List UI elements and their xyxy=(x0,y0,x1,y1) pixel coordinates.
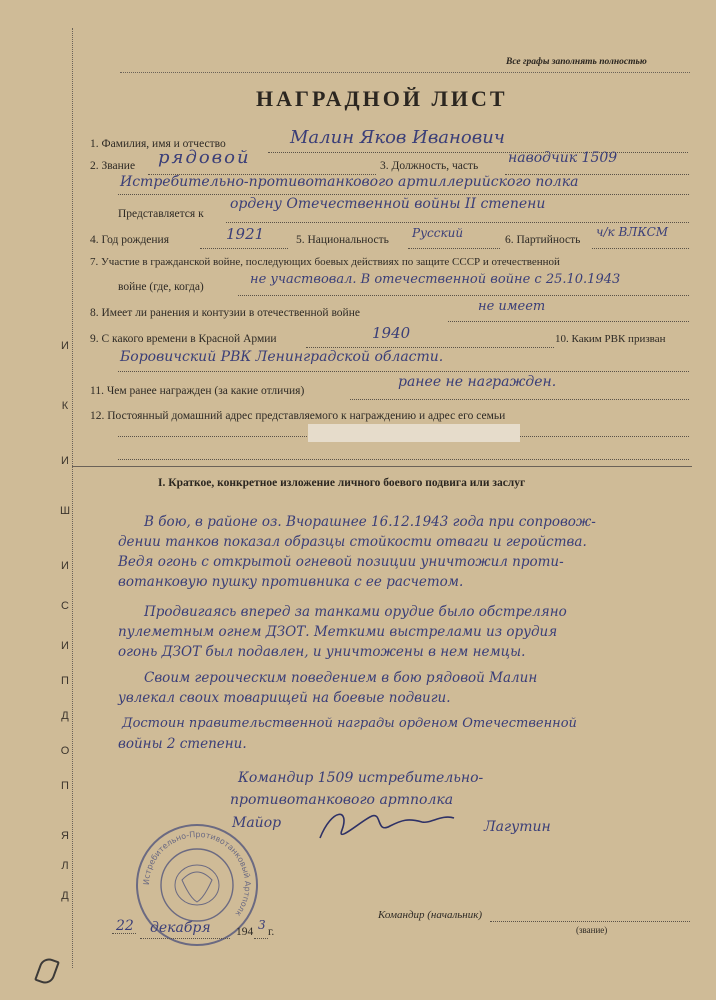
narrative-line: Своим героическим поведением в бою рядовой Малин xyxy=(144,670,538,686)
field-8-label: 8. Имеет ли ранения и контузии в отечественной войне xyxy=(90,307,360,319)
field-7-label-2: войне (где, когда) xyxy=(118,281,204,293)
field-5-line xyxy=(408,248,500,249)
field-9-line xyxy=(306,347,554,348)
field-12-line-2 xyxy=(118,459,689,460)
field-4-label: 4. Год рождения xyxy=(90,234,169,246)
field-6-line xyxy=(592,248,689,249)
field-11-label: 11. Чем ранее награжден (за какие отличия) xyxy=(90,385,305,397)
field-8-value: не имеет xyxy=(478,299,546,314)
narrative-line: увлекал своих товарищей на боевые подвиги. xyxy=(118,690,451,706)
field-5-label: 5. Национальность xyxy=(296,234,389,246)
date-year-suffix: 3 xyxy=(258,918,266,932)
narrative-line: В бою, в районе оз. Вчорашнее 16.12.1943 года при сопровож- xyxy=(144,514,596,530)
page-title: НАГРАДНОЙ ЛИСТ xyxy=(256,86,508,111)
redacted-address xyxy=(308,424,520,442)
commander-line xyxy=(490,921,690,922)
field-5-value: Русский xyxy=(412,226,464,240)
field-1-line xyxy=(268,152,688,153)
date-year-line xyxy=(254,938,268,939)
date-month: декабря xyxy=(150,920,211,936)
narrative-line: пулеметным огнем ДЗОТ. Меткими выстрелами из орудия xyxy=(118,624,558,640)
date-year-prefix: 194 xyxy=(236,926,254,938)
narrative-line: войны 2 степени. xyxy=(118,736,247,752)
date-month-line xyxy=(140,938,230,939)
date-day: 22 xyxy=(116,918,134,934)
narrative-line: Ведя огонь с открытой огневой позиции уничтожил проти- xyxy=(118,554,564,570)
side-label-text xyxy=(0,0,9,1)
field-3-label: 3. Должность, часть xyxy=(380,160,479,172)
field-10-value: Боровичский РВК Ленинградской области. xyxy=(120,349,444,365)
narrative-line: дении танков показал образцы стойкости отваги и геройства. xyxy=(118,534,587,550)
field-2-label: 2. Звание xyxy=(90,160,136,172)
field-7-value: не участвовал. В отечественной войне с 25.10.1943 xyxy=(250,272,621,287)
signature-name: Лагутин xyxy=(484,819,551,835)
signature-scribble xyxy=(312,800,462,848)
narrative-line: огонь ДЗОТ был подавлен, и уничтожены в нем немцы. xyxy=(118,644,526,660)
signature-line-2: противотанкового артполка xyxy=(230,792,454,808)
side-label: Д Л Я П О Д П И С И Ш И К И xyxy=(59,340,71,902)
narrative-line: Достоин правительственной награды орденом Отечественной xyxy=(122,716,577,731)
narrative xyxy=(118,512,708,754)
field-3b-line xyxy=(118,194,689,195)
field-9-label: 9. С какого времени в Красной Армии xyxy=(90,333,277,345)
section-rule xyxy=(72,466,692,467)
rank-label: (звание) xyxy=(576,925,608,935)
commander-label: Командир (начальник) xyxy=(378,909,483,921)
narrative-line: вотанковую пушку противника с ее расчетом. xyxy=(118,574,464,590)
field-12-label: 12. Постоянный домашний адрес представляемого к награждению и адрес его семьи xyxy=(90,410,506,422)
field-10-line xyxy=(118,371,689,372)
field-4-value: 1921 xyxy=(226,225,265,243)
signature-line-1: Командир 1509 истребительно- xyxy=(238,770,484,786)
field-6-value: ч/к ВЛКСМ xyxy=(596,225,669,239)
field-8-line xyxy=(448,321,689,322)
corner-mark xyxy=(34,956,60,987)
stamp-text: Истребительно-Противотанковый Артполк xyxy=(141,829,253,919)
field-9-value: 1940 xyxy=(372,324,411,342)
presented-value: ордену Отечественной войны II степени xyxy=(230,196,546,212)
header-rule xyxy=(120,72,690,73)
date-day-line xyxy=(112,933,136,934)
header-note: Все графы заполнять полностью xyxy=(506,57,647,67)
field-2-value: рядовой xyxy=(158,147,251,168)
field-1-value: Малин Яков Иванович xyxy=(290,127,505,148)
field-11-value: ранее не награжден. xyxy=(398,374,557,390)
field-11-line xyxy=(350,399,689,400)
field-1-label: 1. Фамилия, имя и отчество xyxy=(90,138,226,150)
field-6-label: 6. Партийность xyxy=(505,234,581,246)
presented-label: Представляется к xyxy=(118,208,204,220)
field-7-line xyxy=(238,295,689,296)
date-year-end: г. xyxy=(268,926,275,938)
presented-line xyxy=(226,222,689,223)
signature-rank: Майор xyxy=(232,815,282,831)
field-7-label: 7. Участие в гражданской войне, последующих боевых действиях по защите СССР и отечественной xyxy=(90,256,560,268)
section-title: I. Краткое, конкретное изложение личного боевого подвига или заслуг xyxy=(158,477,526,489)
field-3-value: наводчик 1509 xyxy=(508,150,618,166)
field-4-line xyxy=(200,248,288,249)
narrative-line: Продвигаясь вперед за танками орудие было обстреляно xyxy=(144,604,567,620)
field-10-label: 10. Каким РВК призван xyxy=(555,333,666,345)
field-3-continued: Истребительно-противотанкового артиллерийского полка xyxy=(120,174,579,190)
